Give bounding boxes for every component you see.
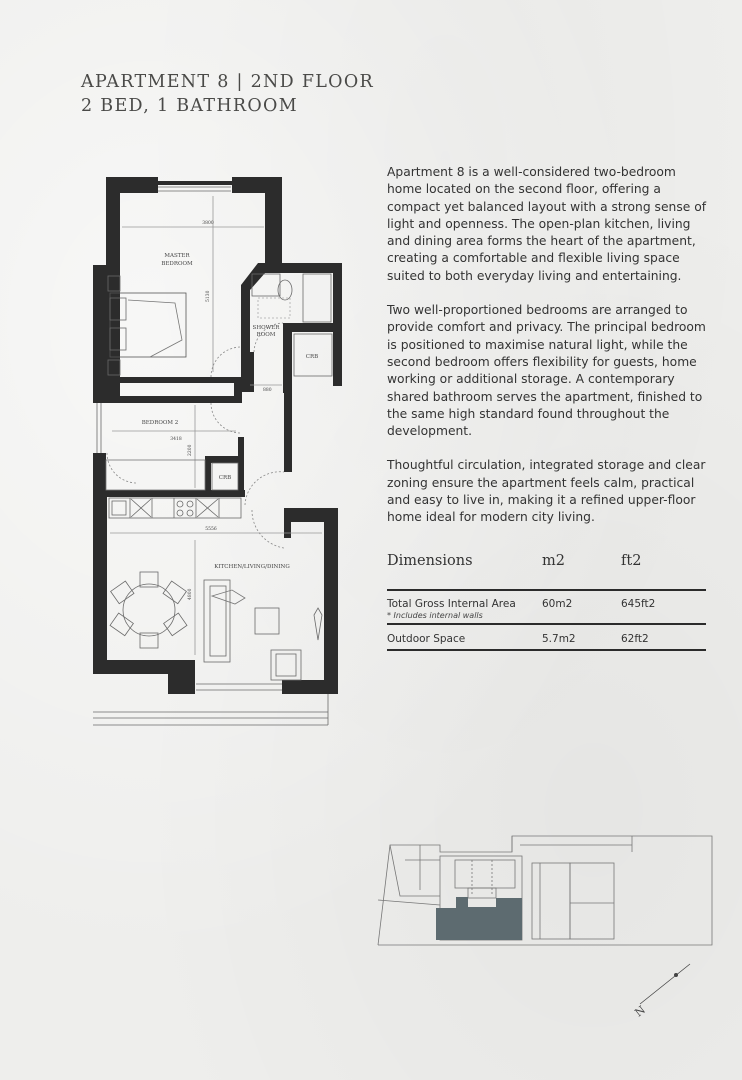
- outdoor-label: Outdoor Space: [387, 633, 466, 645]
- description-paragraph: Thoughtful circulation, integrated storage and clear zoning ensure the apartment feels calm, practical and easy to live in, making it a refined upper-floor home ideal for modern city living.: [387, 458, 706, 525]
- shower-room-label-1: SHOWER: [252, 325, 280, 331]
- master-bedroom-label-2: BEDROOM: [161, 261, 193, 267]
- master-width-dim: 3800: [202, 221, 214, 226]
- apartment-highlight: [436, 897, 522, 940]
- site-plan-outline: [378, 836, 712, 945]
- outdoor-ft2: 62ft2: [621, 633, 649, 645]
- bedroom-2-label: BEDROOM 2: [141, 420, 179, 426]
- shower-room-label-2: ROOM: [256, 332, 276, 338]
- dimensions-header-m2: m2: [542, 553, 565, 569]
- title-line-apartment: APARTMENT 8 | 2ND FLOOR: [81, 72, 374, 92]
- dimensions-header-label: Dimensions: [387, 553, 473, 569]
- title-line-beds: 2 BED, 1 BATHROOM: [81, 96, 298, 116]
- area-ft2: 645ft2: [621, 598, 656, 610]
- kitchen-width-dim: 5556: [205, 527, 217, 532]
- dimensions-header-ft2: ft2: [621, 553, 642, 569]
- description-paragraph: Two well-proportioned bedrooms are arranged to provide comfort and privacy. The principal bedroom is positioned to maximise natural light, while the second bedroom offers flexibility for guests, home working or additional storage. A contemporary shared bathroom serves the apartment, finished to the same high standard found throughout the development.: [387, 303, 706, 439]
- crb-label-2: CRB: [218, 475, 232, 481]
- area-m2: 60m2: [542, 598, 573, 610]
- kitchen-length-dim: 4800: [188, 588, 193, 600]
- bed2-width-dim: 3418: [170, 437, 182, 442]
- hall-width-dim: 880: [263, 388, 272, 393]
- north-arrow-icon: [640, 964, 690, 1004]
- master-length-dim: 5130: [206, 290, 211, 302]
- compass-label: N: [632, 1003, 648, 1020]
- kitchen-label: KITCHEN/LIVING/DINING: [214, 564, 290, 570]
- description-paragraph: Apartment 8 is a well-considered two-bedroom home located on the second floor, offering a compact yet balanced layout with a strong sense of light and openness. The open-plan kitchen, living and dining area forms the heart of the apartment, creating a comfortable and flexible living space suited to both everyday living and entertaining.: [387, 165, 707, 283]
- area-note: * Includes internal walls: [387, 611, 483, 620]
- outdoor-m2: 5.7m2: [542, 633, 576, 645]
- area-label: Total Gross Internal Area: [387, 598, 516, 610]
- crb-label-1: CRB: [305, 354, 319, 360]
- master-bedroom-label-1: MASTER: [164, 253, 190, 259]
- bed2-length-dim: 2200: [188, 444, 193, 456]
